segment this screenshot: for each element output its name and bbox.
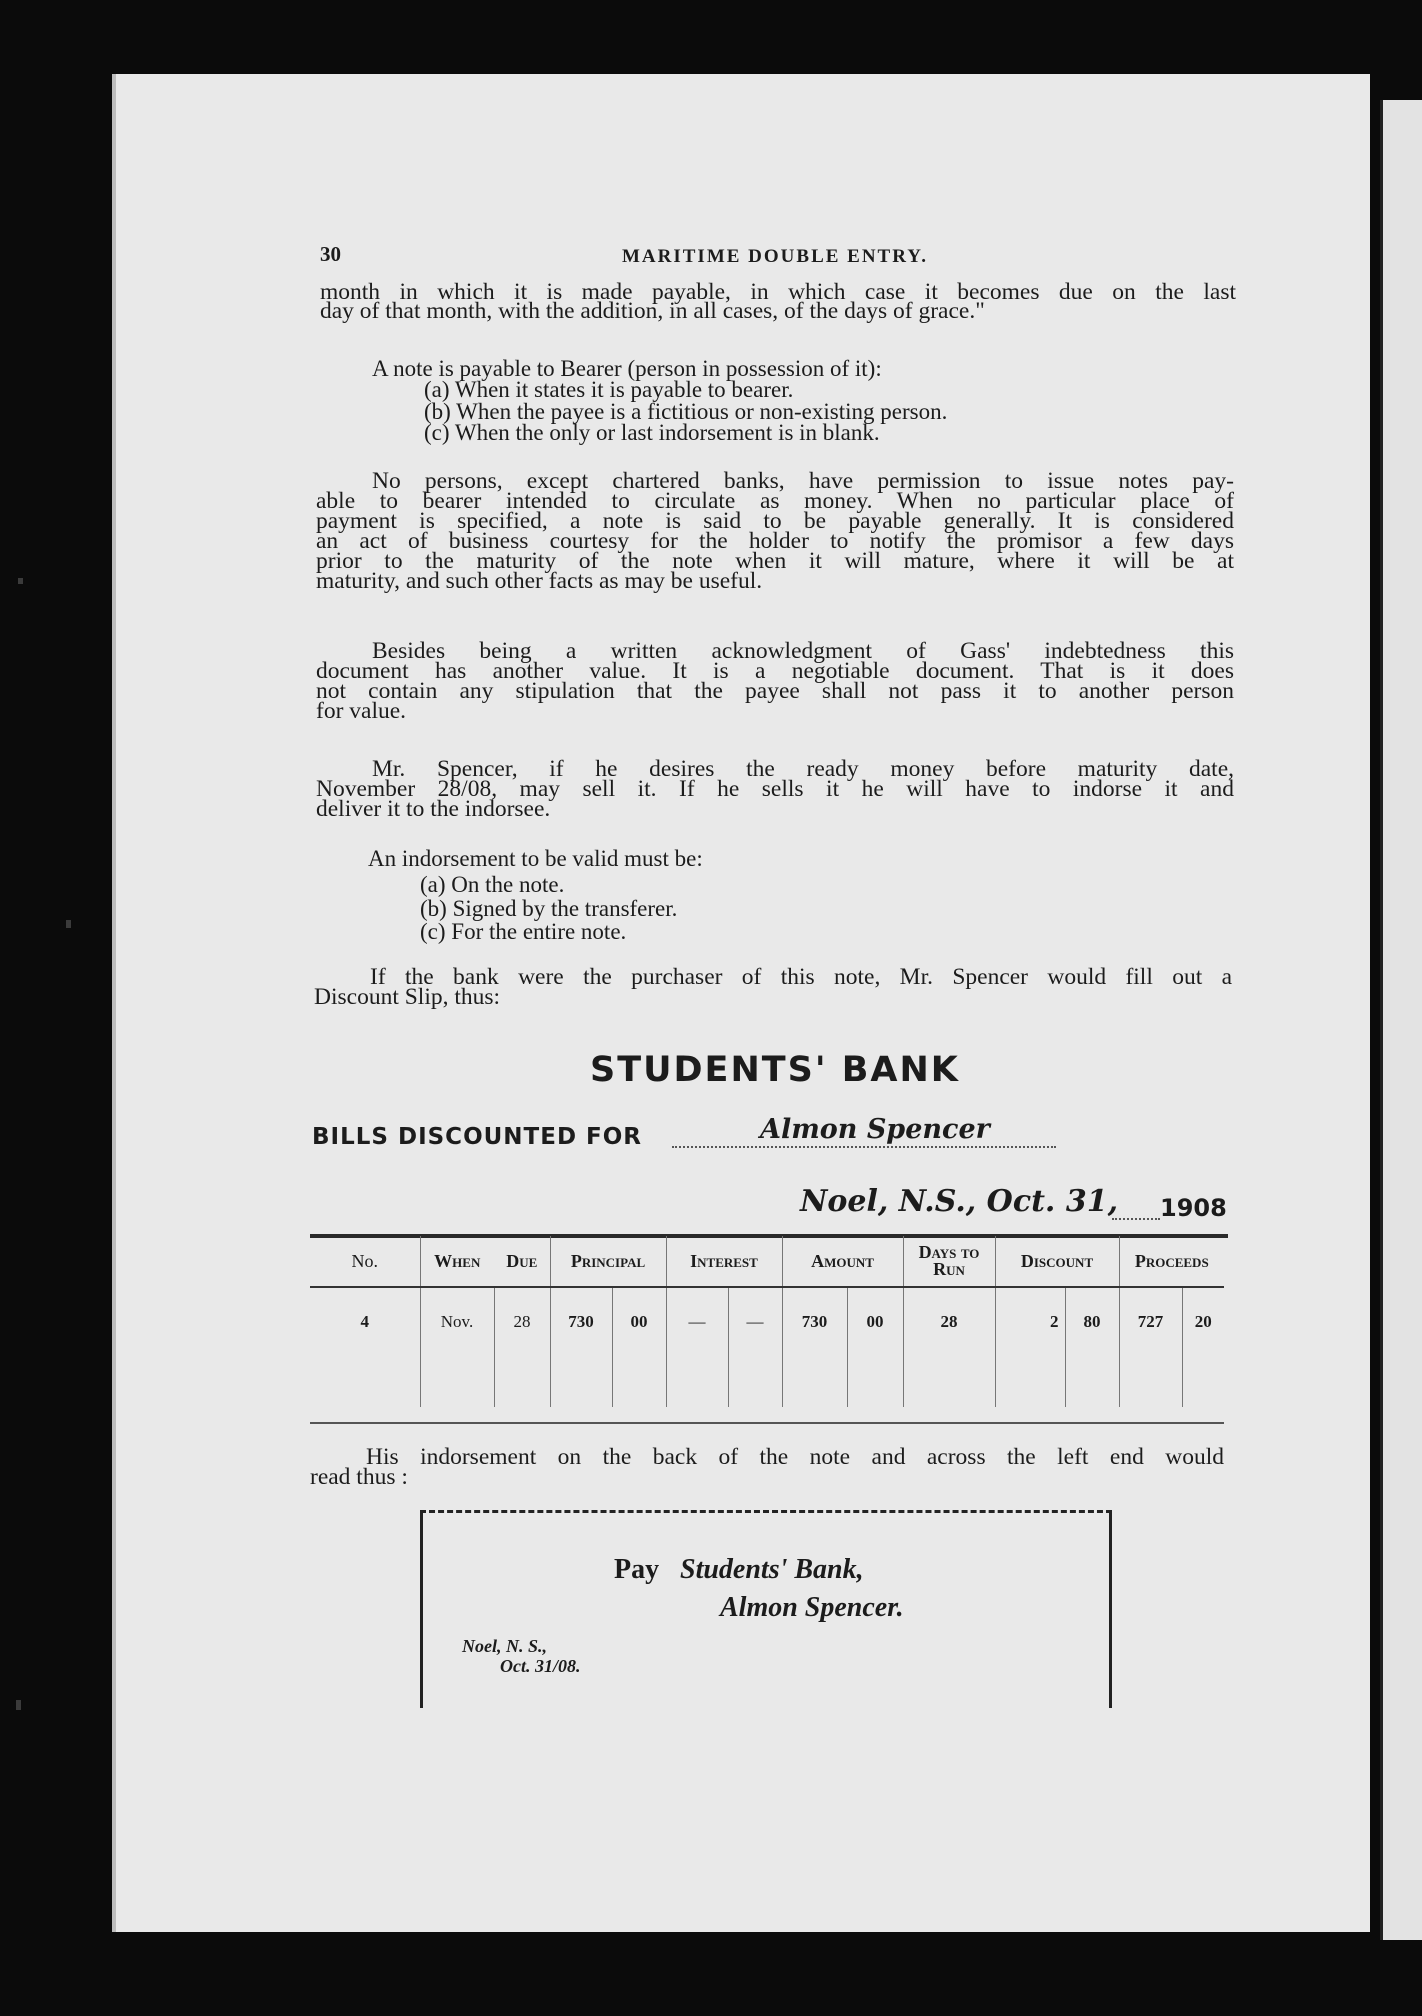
payee-name: Students' Bank, (680, 1554, 864, 1585)
cell-days-to-run: 28 (903, 1287, 995, 1407)
cell-interest-cents: — (728, 1287, 782, 1407)
text-line: able to bearer intended to circulate as money. When no particular place of (316, 488, 1234, 514)
bearer-section (372, 356, 1172, 466)
text-line: read thus : (310, 1464, 408, 1490)
indorsement-item: (b) Signed by the transferer. (420, 896, 678, 921)
text-line: not contain any stipulation that the payee shall not pass it to another person (316, 678, 1234, 704)
customer-name: Almon Spencer (760, 1114, 990, 1145)
customer-line (672, 1146, 1056, 1148)
bank-name: STUDENTS' BANK (590, 1050, 960, 1090)
year-line (1112, 1218, 1160, 1220)
pay-word: Pay (614, 1554, 660, 1585)
bearer-item: (b) When the payee is a fictitious or non-existing person. (424, 399, 948, 424)
header-no: No. (310, 1236, 420, 1287)
indorsement-intro: An indorsement to be valid must be: (368, 846, 703, 871)
endorsement-date: Oct. 31/08. (500, 1656, 581, 1676)
text-line: prior to the maturity of the note when it will mature, where it will be at (316, 548, 1234, 574)
cell-proceeds-dollars: 727 (1119, 1287, 1182, 1407)
text-line: for value. (316, 698, 407, 724)
text-line: day of that month, with the addition, in all cases, of the days of grace." (320, 298, 985, 324)
cell-discount-cents: 80 (1065, 1287, 1119, 1407)
paragraph-discount-slip (314, 964, 1232, 1018)
endorsement-place: Noel, N. S., (462, 1636, 547, 1656)
bearer-item: (a) When it states it is payable to bearer. (424, 377, 794, 402)
text-line: Discount Slip, thus: (314, 984, 501, 1010)
indorsement-item: (a) On the note. (420, 872, 565, 897)
text-line: If the bank were the purchaser of this note, Mr. Spencer would fill out a (370, 964, 1232, 990)
header-discount: Discount (995, 1236, 1119, 1287)
header-interest: Interest (666, 1236, 782, 1287)
text-line: document has another value. It is a negotiable document. That is it does (316, 658, 1234, 684)
table-row (310, 1287, 1224, 1407)
cell-amount-cents: 00 (847, 1287, 903, 1407)
header-days-to-run (903, 1236, 995, 1287)
running-title: MARITIME DOUBLE ENTRY. (621, 246, 929, 267)
margin-mark (16, 1700, 21, 1710)
cell-amount-dollars: 730 (782, 1287, 847, 1407)
text-line: maturity, and such other facts as may be useful. (316, 568, 763, 594)
bearer-item: (c) When the only or last indorsement is in blank. (424, 420, 880, 445)
header-principal: Principal (550, 1236, 666, 1287)
margin-mark (66, 920, 71, 928)
cell-interest-dollars: — (666, 1287, 728, 1407)
bills-discounted-label: BILLS DISCOUNTED FOR (312, 1124, 643, 1150)
text-line: November 28/08, may sell it. If he sells it he will have to indorse it and (316, 776, 1234, 802)
header-days-line1: Days to (918, 1242, 980, 1262)
cell-principal-cents: 00 (612, 1287, 666, 1407)
place-date: Noel, N.S., Oct. 31, (800, 1184, 1119, 1219)
facing-page-edge (1380, 100, 1422, 1940)
cell-when: Nov. (420, 1287, 494, 1407)
text-line: His indorsement on the back of the note and across the left end would (366, 1444, 1224, 1470)
discount-table (310, 1236, 1224, 1407)
header-amount: Amount (782, 1236, 903, 1287)
header-when: When (420, 1236, 494, 1287)
year: 1908 (1160, 1194, 1227, 1222)
bearer-intro: A note is payable to Bearer (person in possession of it): (372, 356, 882, 381)
table-bottom-rule (310, 1422, 1224, 1424)
text-line: Besides being a written acknowledgment of Gass' indebtedness this (372, 638, 1234, 664)
header-proceeds: Proceeds (1119, 1236, 1224, 1287)
text-line: payment is specified, a note is said to be payable generally. It is considered (316, 508, 1234, 534)
text-line: No persons, except chartered banks, have permission to issue notes pay- (372, 468, 1234, 494)
page-header (320, 242, 1230, 272)
text-line: Mr. Spencer, if he desires the ready money before maturity date, (372, 756, 1234, 782)
text-line: deliver it to the indorsee. (316, 796, 551, 822)
header-due: Due (494, 1236, 550, 1287)
text-line: an act of business courtesy for the holder to notify the promisor a few days (316, 528, 1234, 554)
paragraph-chartered-banks (316, 468, 1234, 622)
paragraph-negotiable (316, 638, 1234, 742)
text-line: month in which it is made payable, in which case it becomes due on the last (320, 279, 1236, 305)
cell-principal-dollars: 730 (550, 1287, 612, 1407)
cell-proceeds-cents: 20 (1182, 1287, 1224, 1407)
paragraph-spencer-sale (316, 756, 1234, 840)
table-header-row (310, 1236, 1224, 1287)
indorsement-item: (c) For the entire note. (420, 919, 627, 944)
page-number: 30 (320, 242, 341, 266)
margin-mark (18, 578, 23, 584)
cell-due: 28 (494, 1287, 550, 1407)
indorsement-section (368, 846, 1168, 956)
endorser-signature: Almon Spencer. (720, 1592, 904, 1623)
paragraph-indorsement-back (310, 1444, 1224, 1492)
cell-no: 4 (360, 1312, 369, 1331)
cell-discount-dollars: 2 (995, 1287, 1065, 1407)
paragraph-days-of-grace (320, 279, 1236, 325)
header-days-line2: Run (933, 1259, 965, 1279)
